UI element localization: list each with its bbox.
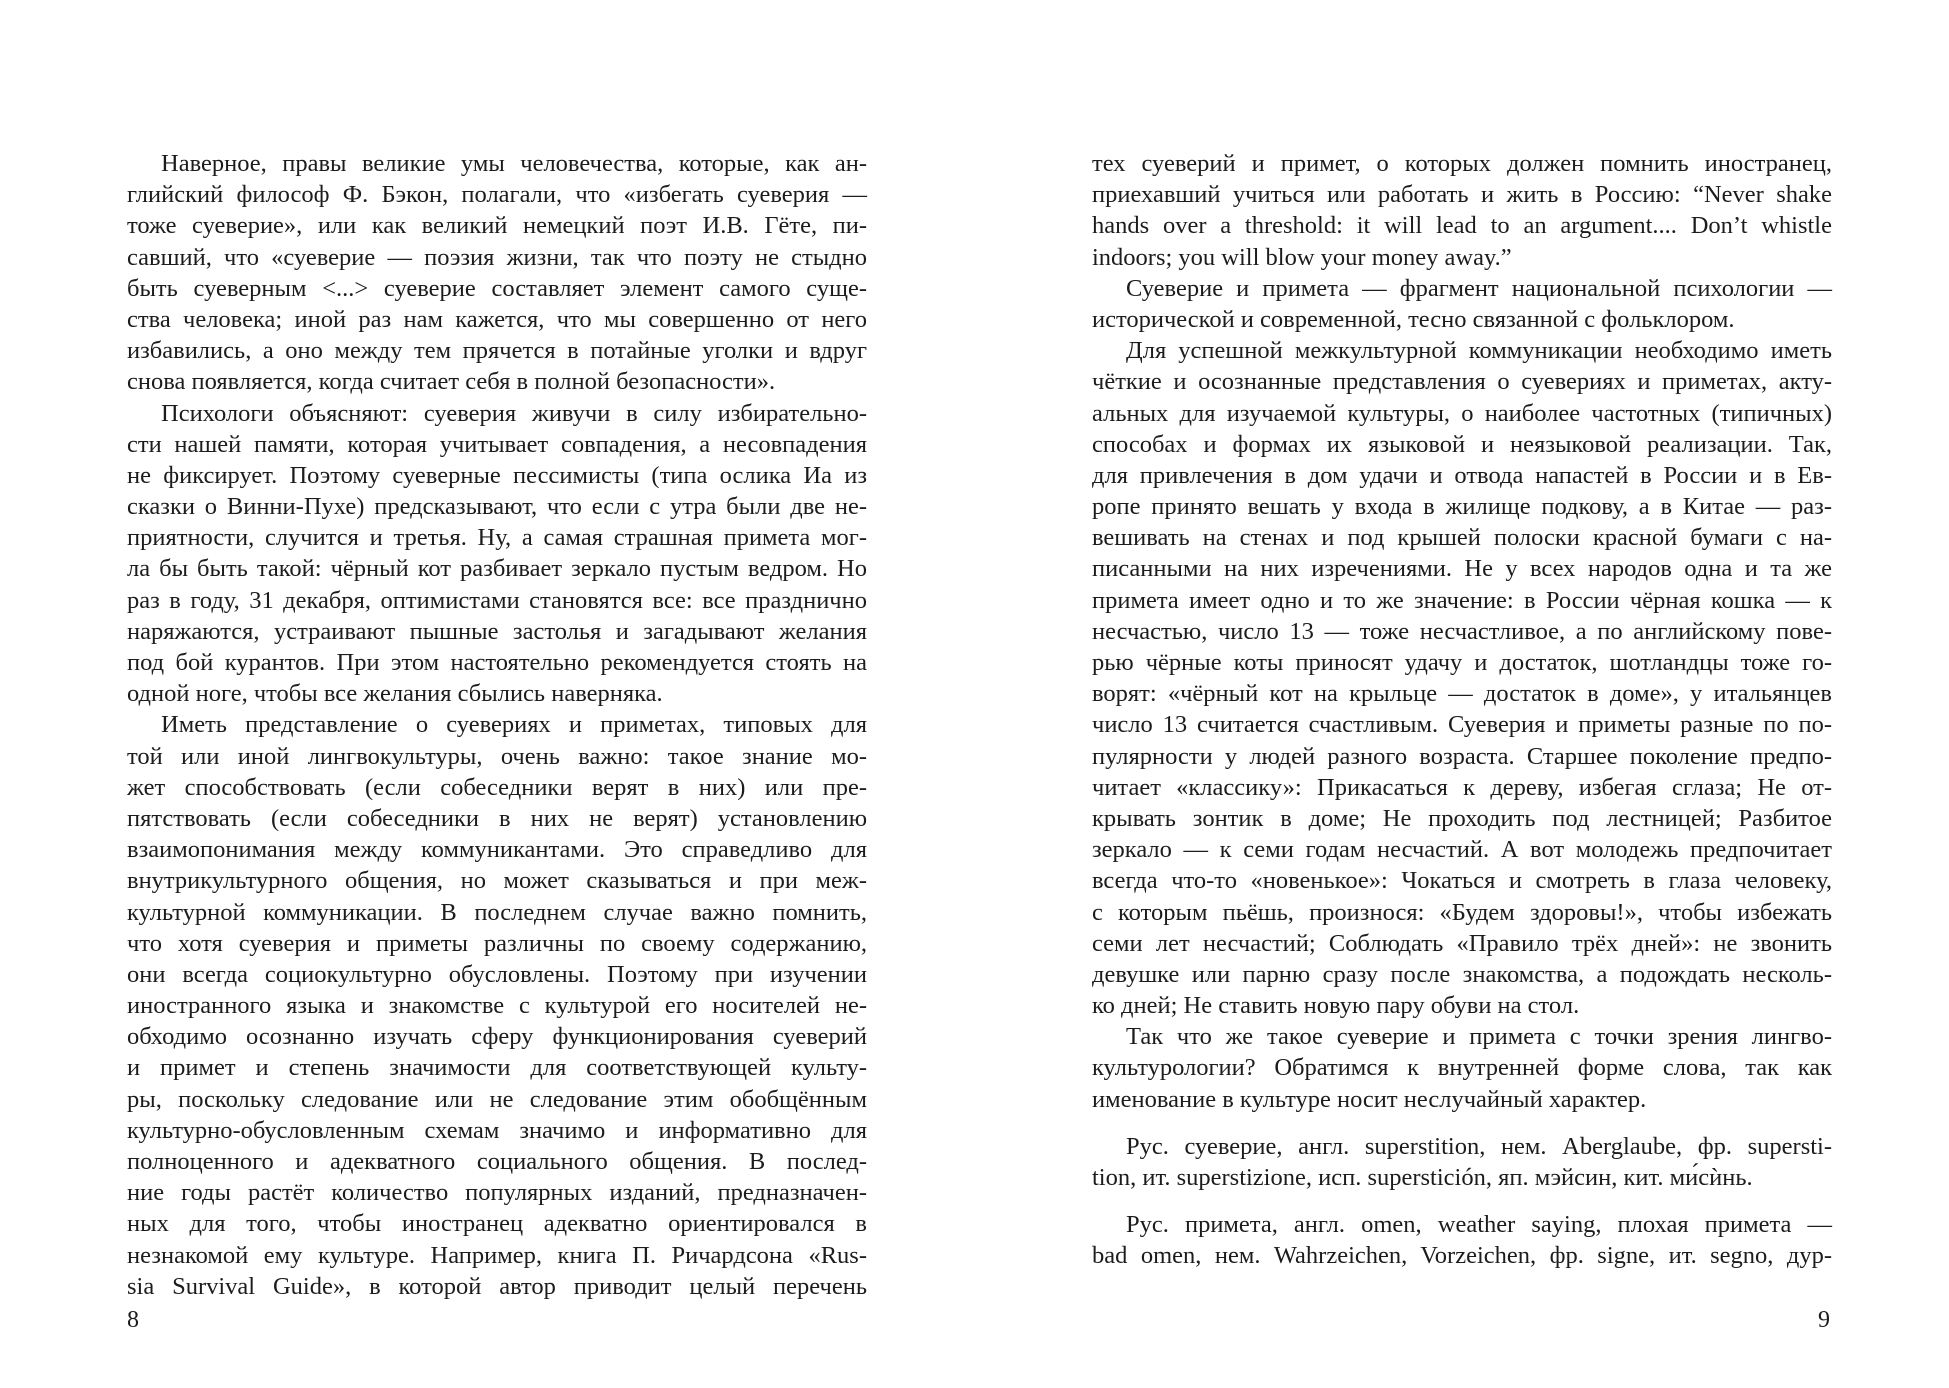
text-line: сказки о Винни-Пухе) предсказывают, что если с утра были две не- — [127, 493, 867, 521]
text-line: всегда что-то «новенькое»: Чокаться и смотреть в глаза человеку, — [1092, 867, 1832, 895]
text-line: семи лет несчастий; Соблюдать «Правило трёх дней»: не звонить — [1092, 929, 1832, 957]
paragraph-gap — [1092, 1115, 1832, 1131]
text-line: приехавший учиться или работать и жить в Россию: “Never shake — [1092, 181, 1832, 209]
text-line: Так что же такое суеверие и примета с точки зрения лингво- — [1126, 1023, 1832, 1051]
text-line: hands over a threshold: it will lead to an argument.... Don’t whistle — [1092, 212, 1832, 240]
text-line: тех суеверий и примет, о которых должен помнить иностранец, — [1092, 150, 1832, 177]
text-line: внутрикультурного общения, но может сказываться и при меж- — [127, 867, 867, 895]
text-line: Иметь представление о суевериях и приметах, типовых для — [161, 711, 867, 739]
text-line: альных для изучаемой культуры, о наиболее частотных (типичных) — [1092, 399, 1832, 427]
text-line: избавились, а оно между тем прячется в потайные уголки и вдруг — [127, 337, 867, 365]
text-line: тоже суеверие», или как великий немецкий поэт И.В. Гёте, пи- — [127, 212, 867, 240]
text-line: чёткие и осознанные представления о суевериях и приметах, акту- — [1092, 368, 1832, 396]
text-line: снова появляется, когда считает себя в полной безопасности». — [127, 368, 776, 396]
text-line: сти нашей памяти, которая учитывает совпадения, а несовпадения — [127, 430, 867, 458]
text-line: вешивать на стенах и под крышей полоски красной бумаги с на- — [1092, 524, 1832, 552]
text-line: зеркало — к семи годам несчастий. А вот молодежь предпочитает — [1092, 836, 1832, 864]
text-line: той или иной лингвокультуры, очень важно: такое знание мо- — [127, 742, 867, 770]
text-line: примета имеет одно и то же значение: в России чёрная кошка — к — [1092, 586, 1832, 614]
text-line: незнакомой ему культуре. Например, книга П. Ричардсона «Rus- — [127, 1241, 867, 1269]
text-line: обходимо осознанно изучать сферу функционирования суеверий — [127, 1023, 867, 1051]
text-line: пятствовать (если собеседники в них не верят) установлению — [127, 804, 867, 832]
text-line: взаимопонимания между коммуникантами. Это справедливо для — [127, 836, 867, 864]
page-number-right: 9 — [1818, 1307, 1830, 1333]
text-line: быть суеверным <...> суеверие составляет элемент самого суще- — [127, 274, 867, 302]
text-line: bad omen, нем. Wahrzeichen, Vorzeichen, фр. signe, ит. segno, дур- — [1092, 1242, 1832, 1270]
text-line: наряжаются, устраивают пышные застолья и загадывают желания — [127, 617, 867, 645]
text-line: для привлечения в дом удачи и отвода напастей в России и в Ев- — [1092, 461, 1832, 489]
text-line: пулярности у людей разного возраста. Старшее поколение предпо- — [1092, 742, 1832, 770]
text-line: что хотя суеверия и приметы различны по своему содержанию, — [127, 929, 867, 957]
text-line: tion, ит. superstizione, исп. superstición, яп. мэйсин, кит. ми́сѝнь. — [1092, 1164, 1753, 1191]
text-line: рью чёрные коты приносят удачу и достаток, шотландцы тоже го- — [1092, 649, 1832, 676]
text-line: культурной коммуникации. В последнем случае важно помнить, — [127, 898, 867, 926]
text-line: крывать зонтик в доме; Не проходить под лестницей; Разбитое — [1092, 804, 1832, 832]
right-page-text — [1092, 148, 1832, 1272]
text-line: и примет и степень значимости для соответствующей культу- — [127, 1054, 867, 1082]
text-line: несчастью, число 13 — тоже несчастливое, а по английскому пове- — [1092, 617, 1832, 645]
text-line: именование в культуре носит неслучайный характер. — [1092, 1085, 1647, 1113]
text-line: число 13 считается счастливым. Суеверия и приметы разные по по- — [1092, 711, 1832, 739]
text-line: ных для того, чтобы иностранец адекватно ориентировался в — [127, 1210, 867, 1238]
text-line: читает «классику»: Прикасаться к дереву, избегая сглаза; Не от- — [1092, 773, 1832, 801]
text-line: девушке или парню сразу после знакомства, а подождать несколь- — [1092, 960, 1832, 988]
text-line: indoors; you will blow your money away.” — [1092, 243, 1512, 271]
text-line: ства человека; иной раз нам кажется, что мы совершенно от него — [127, 305, 867, 333]
text-line: ворят: «чёрный кот на крыльце — достаток в доме», у итальянцев — [1092, 680, 1832, 708]
text-line: савший, что «суеверие — поэзия жизни, так что поэту не стыдно — [127, 243, 867, 271]
text-line: ла бы быть такой: чёрный кот разбивает зеркало пустым ведром. Но — [127, 555, 867, 583]
text-line: под бой курантов. При этом настоятельно рекомендуется стоять на — [127, 649, 867, 676]
text-line: исторической и современной, тесно связанной с фольклором. — [1092, 305, 1735, 333]
text-line: ропе принято вешать у входа в жилище подкову, а в Китае — раз- — [1092, 493, 1832, 521]
text-line: с которым пьёшь, произнося: «Будем здоровы!», чтобы избежать — [1092, 898, 1832, 926]
text-line: иностранного языка и знакомстве с культурой его носителей не- — [127, 992, 867, 1020]
text-line: Суеверие и примета — фрагмент национальной психологии — — [1126, 274, 1832, 302]
text-line: ко дней; Не ставить новую пару обуви на стол. — [1092, 992, 1580, 1020]
text-line: Для успешной межкультурной коммуникации необходимо иметь — [1126, 337, 1832, 365]
left-page-text — [127, 148, 867, 1302]
text-line: приятности, случится и третья. Ну, а самая страшная примета мог- — [127, 524, 867, 552]
text-line: ние годы растёт количество популярных изданий, предназначен- — [127, 1179, 867, 1207]
text-line: одной ноге, чтобы все желания сбылись наверняка. — [127, 680, 663, 708]
text-line: полноценного и адекватного социального общения. В послед- — [127, 1148, 867, 1175]
page-number-left: 8 — [127, 1307, 139, 1333]
text-line: способах и формах их языковой и неязыковой реализации. Так, — [1092, 430, 1832, 458]
text-line: ры, поскольку следование или не следование этим обобщённым — [127, 1085, 867, 1113]
text-line: sia Survival Guide», в которой автор приводит целый перечень — [127, 1272, 867, 1300]
paragraph-gap — [1092, 1193, 1832, 1209]
text-line: Наверное, правы великие умы человечества, которые, как ан- — [161, 150, 867, 177]
text-line: Психологи объясняют: суеверия живучи в силу избирательно- — [161, 399, 867, 427]
text-line: культурологии? Обратимся к внутренней форме слова, так как — [1092, 1054, 1832, 1082]
text-line: культурно-обусловленным схемам значимо и информативно для — [127, 1116, 867, 1144]
text-line: не фиксирует. Поэтому суеверные пессимисты (типа ослика Иа из — [127, 461, 867, 489]
text-line: Рус. примета, англ. omen, weather saying, плохая примета — — [1126, 1211, 1832, 1239]
text-line: жет способствовать (если собеседники верят в них) или пре- — [127, 773, 867, 801]
text-line: раз в году, 31 декабря, оптимистами становятся все: все празднично — [127, 586, 867, 614]
text-line: глийский философ Ф. Бэкон, полагали, что «избегать суеверия — — [127, 181, 867, 209]
text-line: писанными на них изречениями. Не у всех народов одна и та же — [1092, 555, 1832, 583]
text-line: Рус. суеверие, англ. superstition, нем. Aberglaube, фр. supersti- — [1126, 1132, 1832, 1160]
text-line: они всегда социокультурно обусловлены. Поэтому при изучении — [127, 960, 867, 988]
